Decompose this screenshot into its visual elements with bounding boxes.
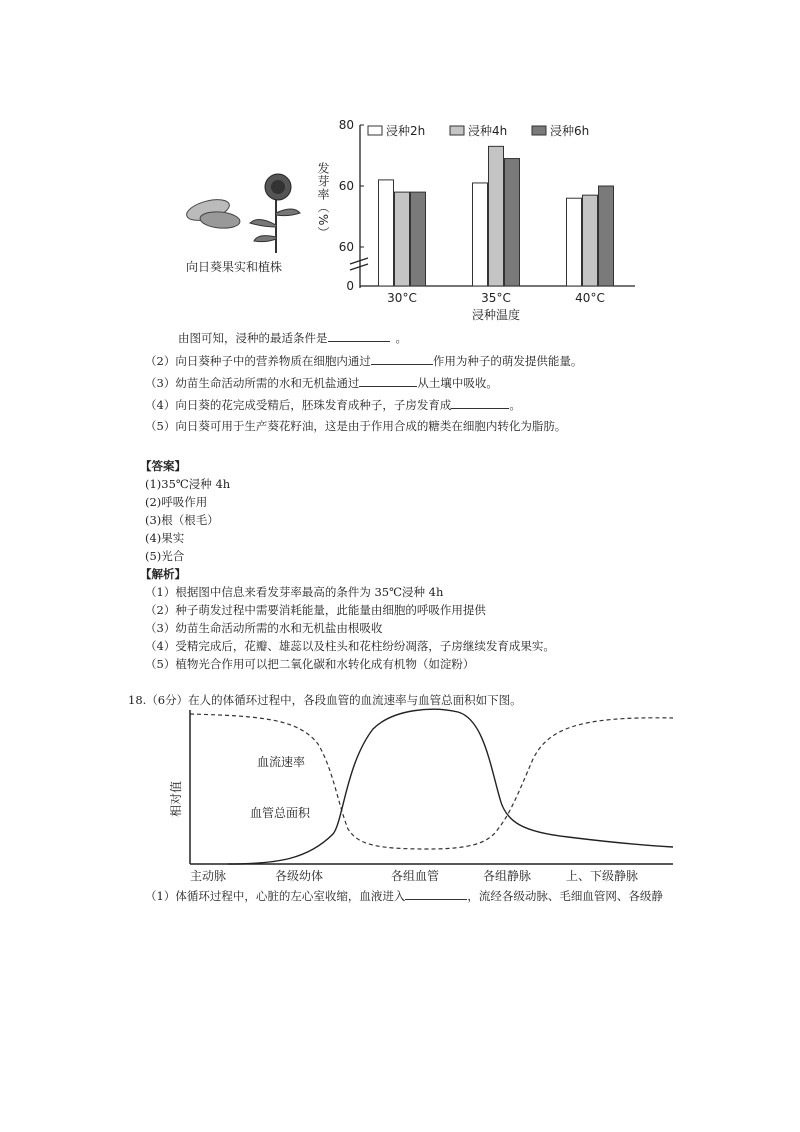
bar-4h-30c <box>395 192 410 286</box>
bar-2h-40c <box>567 198 582 286</box>
analysis-heading: 【解析】 <box>140 567 186 581</box>
y-tick-label: 60 <box>338 240 354 254</box>
y-tick-label: 0 <box>346 279 354 293</box>
sunflower-illustration <box>178 165 308 255</box>
answer-line-3: (3)根（根毛） <box>145 513 219 527</box>
q17-item-2-b: 作用为种子的萌发提供能量。 <box>432 354 583 368</box>
q17-item-4-b: 。 <box>509 398 521 412</box>
legend-label-4h: 浸种4h <box>468 124 508 138</box>
answer-blank-5[interactable] <box>405 887 467 900</box>
q17-item-4 <box>145 396 521 413</box>
answer-heading: 【答案】 <box>140 459 186 473</box>
bar-2h-30c <box>379 180 394 286</box>
x-tick-label: 35°C <box>481 291 511 305</box>
q18-sub1 <box>145 887 663 904</box>
q17-stem-text: 由图可知，浸种的最适条件是 <box>178 331 328 345</box>
answer-blank-4[interactable] <box>451 396 509 409</box>
answer-line-1: (1)35℃浸种 4h <box>145 477 231 491</box>
answer-blank-2[interactable] <box>371 352 433 365</box>
series-area-line <box>228 709 673 864</box>
bar-6h-35c <box>505 159 520 286</box>
legend-area: 血管总面积 <box>250 806 311 820</box>
analysis-line-2: （2）种子萌发过程中需要消耗能量，此能量由细胞的呼吸作用提供 <box>145 603 486 617</box>
answer-line-2: (2)呼吸作用 <box>145 495 208 509</box>
y-tick-label: 60 <box>338 179 354 193</box>
x-tick-label: 40°C <box>575 291 605 305</box>
x-axis-label: 浸种温度 <box>471 308 521 322</box>
y-tick-label: 80 <box>338 118 354 132</box>
analysis-line-3: （3）幼苗生命活动所需的水和无机盐由根吸收 <box>145 621 383 635</box>
q17-item-4-a: （4）向日葵的花完成受精后，胚珠发育成种子，子房发育成 <box>145 398 452 412</box>
legend-swatch-2h <box>368 126 382 135</box>
q17-stem-end: 。 <box>395 331 407 345</box>
x-tick-label: 30°C <box>387 291 417 305</box>
x-tick-arterioles: 各级幼体 <box>275 869 324 883</box>
plant-caption: 向日葵果实和植株 <box>186 260 283 274</box>
analysis-line-4: （4）受精完成后，花瓣、雄蕊以及柱头和花柱纷纷凋落，子房继续发育成果实。 <box>145 639 555 653</box>
y-axis-label: 发芽率（%） <box>316 162 330 240</box>
y-axis-label: 相对值 <box>169 780 183 818</box>
answer-line-5: (5)光合 <box>145 549 185 563</box>
axis-break <box>350 258 368 270</box>
x-tick-vena-cava: 上、下级静脉 <box>566 869 639 883</box>
series-velocity-line <box>190 714 673 849</box>
bar-2h-35c <box>473 183 488 286</box>
q18-title: 18.（6分）在人的体循环过程中，各段血管的血流速率与血管总面积如下图。 <box>128 693 522 707</box>
q17-stem <box>178 329 407 346</box>
analysis-line-1: （1）根据图中信息来看发芽率最高的条件为 35℃浸种 4h <box>145 585 444 599</box>
answer-blank-1[interactable] <box>328 329 390 342</box>
q17-item-3 <box>145 374 498 391</box>
bar-4h-35c <box>489 146 504 286</box>
q17-item-2 <box>145 352 582 369</box>
legend-label-2h: 浸种2h <box>386 124 426 138</box>
q18-sub1-b: ，流经各级动脉、毛细血管网、各级静 <box>467 889 663 903</box>
legend-swatch-4h <box>450 126 464 135</box>
x-tick-aorta: 主动脉 <box>190 869 227 883</box>
legend-label-6h: 浸种6h <box>550 124 590 138</box>
q17-item-2-a: （2）向日葵种子中的营养物质在细胞内通过 <box>145 354 371 368</box>
legend-velocity: 血流速率 <box>257 755 306 769</box>
germination-bar-chart <box>316 112 640 327</box>
x-tick-capillaries: 各组血管 <box>391 869 440 883</box>
q17-item-3-b: 从土壤中吸收。 <box>417 376 498 390</box>
q17-item-3-a: （3）幼苗生命活动所需的水和无机盐通过 <box>145 376 360 390</box>
answer-line-4: (4)果实 <box>145 531 185 545</box>
bar-6h-40c <box>599 186 614 286</box>
bar-4h-40c <box>583 195 598 286</box>
circulation-line-chart <box>168 704 698 884</box>
legend-swatch-6h <box>532 126 546 135</box>
answer-blank-3[interactable] <box>359 374 417 387</box>
q17-item-5: （5）向日葵可用于生产葵花籽油，这是由于作用合成的糖类在细胞内转化为脂肪。 <box>145 419 567 433</box>
sunflower-drawing <box>178 165 308 255</box>
q18-sub1-a: （1）体循环过程中，心脏的左心室收缩，血液进入 <box>145 889 406 903</box>
bar-6h-30c <box>411 192 426 286</box>
analysis-line-5: （5）植物光合作用可以把二氧化碳和水转化成有机物（如淀粉） <box>145 657 475 671</box>
x-tick-venules: 各组静脉 <box>483 869 532 883</box>
